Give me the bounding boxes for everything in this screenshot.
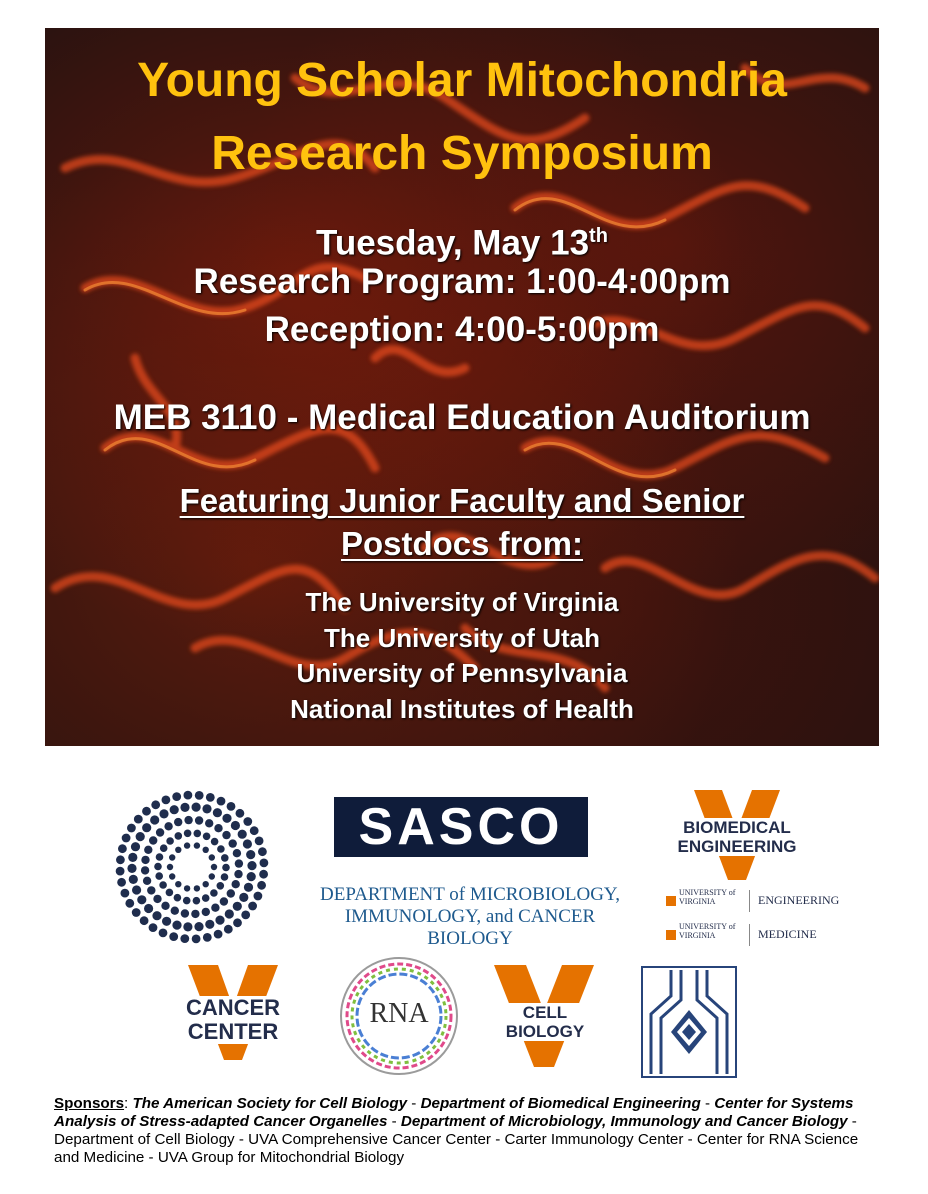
logo-dot [159,809,168,818]
logo-dot [217,882,225,890]
logo-dot [220,897,228,905]
logo-dot [233,849,241,857]
microbiology-immunology-cancer-biology-logo: DEPARTMENT of MICROBIOLOGY, IMMUNOLOGY, and CANCER BIOLOGY [320,884,620,949]
logo-dot [161,902,169,910]
sponsors-text: Sponsors: The American Society for Cell Biology - Department of Biomedical Engineering - Center for Systems Analysis of Stress-adapted Cancer Organelles - Department of Microbiology, Immunology and Cancer Biology - Department of Cell Biology - UVA Comprehensive Cancer Center - Carter Immunology Center - Center for RNA Science and Medicine - UVA Group for Mitochondrial Biology [54,1095,859,1166]
featuring-line-2: Postdocs from: [340,525,584,562]
logo-dot [127,864,136,873]
logo-dot [141,856,149,864]
institution-item: National Institutes of Health [290,694,634,724]
logo-dot [194,842,200,848]
logo-dot [214,930,223,939]
logo-dot [153,895,161,903]
logo-dot [234,870,242,878]
logo-dot [171,907,179,915]
logo-dot [154,863,162,871]
logo-dot [209,873,215,879]
logo-dot [227,889,235,897]
reception-time: Reception: 4:00-5:00pm [264,310,660,349]
sponsor-item: The American Society for Cell Biology [132,1095,408,1112]
logo-dot [194,830,202,838]
featuring-line-1: Featuring Junior Faculty and Senior [179,482,745,519]
logo-dot [248,902,257,911]
logo-dot [184,842,190,848]
logo-dot [243,817,252,826]
sponsor-item: Department of Microbiology, Immunology and Cancer Biology [400,1113,848,1130]
logo-dot [116,855,125,864]
logo-dot [167,864,173,870]
logo-dot [217,797,226,806]
logo-dot [183,922,192,931]
logo-dot [170,805,179,814]
logo-dot [172,921,181,930]
logo-dot [211,904,219,912]
carter-immunology-center-logo [641,966,737,1078]
logo-dot [184,885,190,891]
logo-dot [214,824,222,832]
logo-dot [175,832,183,840]
sponsor-item: Center for Systems Analysis of Stress-adapted Cancer Organelles [54,1095,854,1130]
logo-dot [184,816,192,824]
uva-medicine-wordmark: UNIVERSITY of VIRGINIA MEDICINE [666,922,817,946]
logo-dot [193,897,201,905]
logo-dot [202,804,211,813]
logo-dot [175,847,181,853]
logo-dot [162,917,171,926]
logo-dot [254,892,263,901]
logo-dot [160,844,168,852]
title-line-1: Young Scholar Mitochondria [137,54,787,107]
logo-dot [246,850,255,859]
logo-dot [147,886,155,894]
logo-dot [174,894,182,902]
logo-dot [260,859,269,868]
rotunda-icon [666,896,676,906]
logo-dot [221,873,229,881]
logo-dot [181,909,189,917]
title-line-2: Research Symposium [211,127,713,180]
logo-dot [255,837,264,846]
logo-dot [244,883,253,892]
logo-dot [150,815,159,824]
logo-dot [227,802,236,811]
logo-dot [225,909,234,918]
logo-dot [192,803,201,812]
logo-dot [203,833,211,841]
event-date: Tuesday, May 13th [316,223,608,263]
logo-dot [172,792,181,801]
logo-dot [232,880,240,888]
logo-dot [202,894,210,902]
mitochondrial-group-dot-ring-logo [112,787,272,947]
logo-dot [215,916,224,925]
logo-dot [258,847,267,856]
logo-dot [169,932,178,941]
institution-item: The University of Virginia [305,587,619,617]
rotunda-icon [666,930,676,940]
logo-dot [140,916,149,925]
logo-dot [247,872,256,881]
logo-dot [241,911,250,920]
logo-dot [134,815,143,824]
logo-dot [194,922,203,931]
logo-dot [142,807,151,816]
logo-dot [156,853,164,861]
sponsor-list-rest: - Department of Cell Biology - UVA Comprehensive Cancer Center - Carter Immunology Center - Center for RNA Science and Medicine - UVA Group for Mitochondrial Biology [54,1113,859,1166]
logo-dot [202,908,210,916]
logo-dot [238,830,247,839]
logo-dot [144,846,152,854]
logo-dot [136,832,145,841]
logo-dot [239,893,248,902]
biomedical-engineering-label: BIOMEDICAL ENGINEERING [672,818,802,856]
logo-dot [233,918,242,927]
logo-dot [205,920,214,929]
logo-dot [203,847,209,853]
logo-dot [183,897,191,905]
program-time: Research Program: 1:00-4:00pm [193,262,731,301]
logo-dot [184,791,193,800]
institution-item: The University of Utah [324,623,600,653]
logo-dot [211,864,217,870]
logo-dot [142,823,151,832]
logo-dot [192,935,201,944]
logo-dot [169,873,175,879]
logo-dot [236,809,245,818]
logo-dot [122,834,131,843]
event-location: MEB 3110 - Medical Education Auditorium [113,398,811,437]
logo-dot [247,861,256,870]
logo-dot [209,854,215,860]
logo-dot [152,911,161,920]
logo-dot [174,818,182,826]
logo-dot [229,839,237,847]
sponsor-item: Department of Biomedical Engineering [420,1095,701,1112]
logo-dot [250,826,259,835]
logo-dot [217,845,225,853]
logo-dot [191,910,199,918]
logo-dot [132,908,141,917]
logo-dot [243,839,252,848]
logo-dot [156,828,164,836]
institution-item: University of Pennsylvania [296,658,628,688]
sasco-logo: SASCO [334,797,588,857]
logo-dot [131,842,140,851]
logo-dot [164,822,172,830]
logo-dot [211,838,219,846]
sponsors-heading: Sponsors [54,1095,125,1112]
logo-dot [222,814,231,823]
logo-dot [149,923,158,932]
logo-dot [180,934,189,943]
logo-dot [194,885,200,891]
logo-dot [180,803,189,812]
logo-dot [166,889,174,897]
logo-dot [224,925,233,934]
hero-banner [45,28,879,746]
logo-dot [213,808,222,817]
logo-dot [166,837,174,845]
logo-dot [121,889,130,898]
logo-dot [125,899,134,908]
logo-dot [184,830,192,838]
logo-dot [203,881,209,887]
uva-engineering-wordmark: UNIVERSITY of VIRGINIA ENGINEERING [666,888,839,912]
logo-dot [141,866,149,874]
logo-dot [233,902,242,911]
logo-dot [195,791,204,800]
logo-dot [222,831,230,839]
logo-dot [231,821,240,830]
logo-dot [222,864,230,872]
logo-dot [116,867,125,876]
logo-dot [175,881,181,887]
logo-dot [128,853,137,862]
cell-biology-label: CELL BIOLOGY [500,1003,590,1041]
logo-dot [169,854,175,860]
logo-dot [210,889,218,897]
logo-dot [203,933,212,942]
logo-dot [137,895,146,904]
logo-dot [117,878,126,887]
logo-dot [143,877,151,885]
logo-dot [118,844,127,853]
logo-dot [149,836,157,844]
logo-dot [206,793,215,802]
cancer-center-label: CANCER CENTER [160,996,306,1044]
logo-dot [159,881,167,889]
logo-dot [235,859,243,867]
logo-dot [132,885,141,894]
logo-dot [205,819,213,827]
logo-dot [144,904,153,913]
logo-dot [151,800,160,809]
logo-dot [155,872,163,880]
logo-dot [259,870,268,879]
logo-dot [129,875,138,884]
rna-label: RNA [369,998,429,1029]
logo-dot [159,929,168,938]
logo-dot [162,796,171,805]
logo-dot [221,854,229,862]
logo-dot [257,881,266,890]
logo-dot [127,824,136,833]
logo-dot [195,816,203,824]
